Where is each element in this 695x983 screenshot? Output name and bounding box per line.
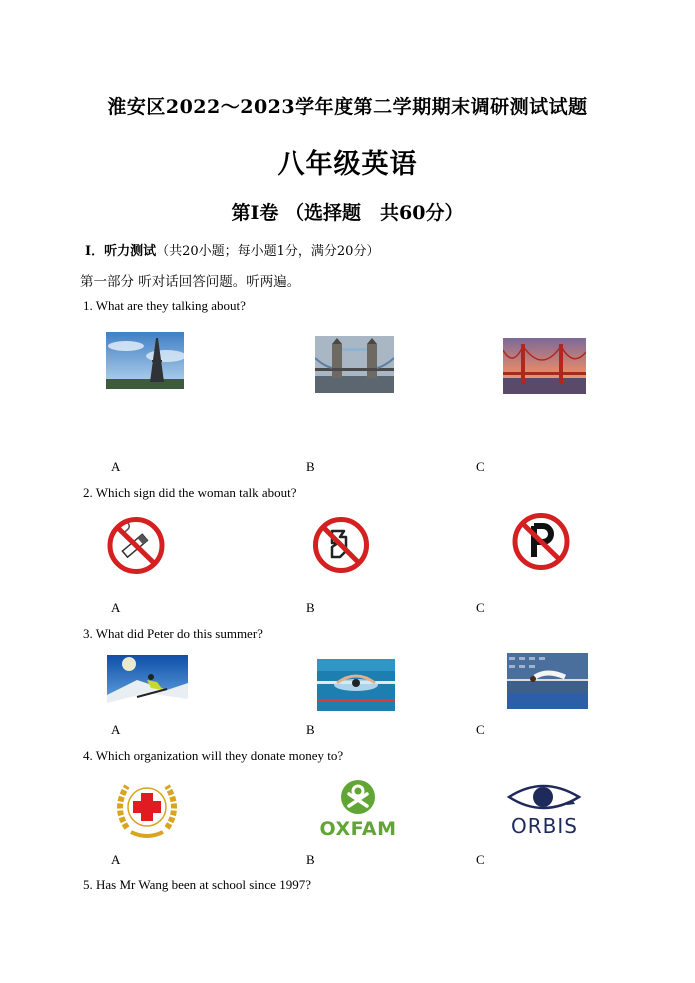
oxfam-wordmark: OXFAM — [319, 818, 397, 840]
question-5: 5. Has Mr Wang been at school since 1997? — [83, 877, 311, 892]
question-3: 3. What did Peter do this summer? — [83, 626, 263, 641]
oxfam-logo — [318, 778, 398, 842]
option-label-1a: A — [111, 459, 121, 474]
question-1: 1. What are they talking about? — [83, 298, 246, 313]
swimming-photo — [317, 659, 395, 711]
no-parking-sign-icon — [509, 513, 573, 570]
exam-title: 淮安区2022～2023学年度第二学期期末调研测试试题 — [107, 96, 588, 118]
part-instruction: 第一部分 听对话回答问题。听两遍。 — [80, 274, 301, 290]
option-label-1c: C — [476, 459, 485, 474]
option-label-2a: A — [111, 600, 121, 615]
option-label-2b: B — [306, 600, 315, 615]
red-cross-logo — [113, 778, 181, 838]
skiing-photo — [107, 655, 188, 710]
question-2: 2. Which sign did the woman talk about? — [83, 485, 297, 500]
option-label-3a: A — [111, 722, 121, 737]
section-detail: （共20小题；每小题1分，满分20分） — [156, 244, 380, 259]
option-label-3b: B — [306, 722, 315, 737]
subject-title: 八年级英语 — [277, 149, 418, 180]
orbis-logo — [503, 781, 586, 839]
option-label-4c: C — [476, 852, 485, 867]
golden-gate-bridge-photo — [503, 338, 586, 394]
option-label-4a: A — [111, 852, 121, 867]
option-label-2c: C — [476, 600, 485, 615]
question-4: 4. Which organization will they donate money to? — [83, 748, 344, 763]
no-littering-sign-icon — [310, 517, 372, 573]
orbis-wordmark: ORBIS — [511, 814, 578, 838]
tower-bridge-photo — [315, 336, 394, 393]
no-smoking-sign-icon — [105, 517, 167, 574]
section-label: Ⅰ．听力测试 — [85, 244, 157, 259]
eiffel-tower-photo — [106, 332, 184, 389]
option-label-4b: B — [306, 852, 315, 867]
option-label-1b: B — [306, 459, 315, 474]
paper-section-title: 第Ⅰ卷 （选择题 共60分） — [231, 202, 464, 224]
section-heading — [85, 240, 379, 259]
option-label-3c: C — [476, 722, 485, 737]
high-jump-photo — [507, 653, 588, 709]
